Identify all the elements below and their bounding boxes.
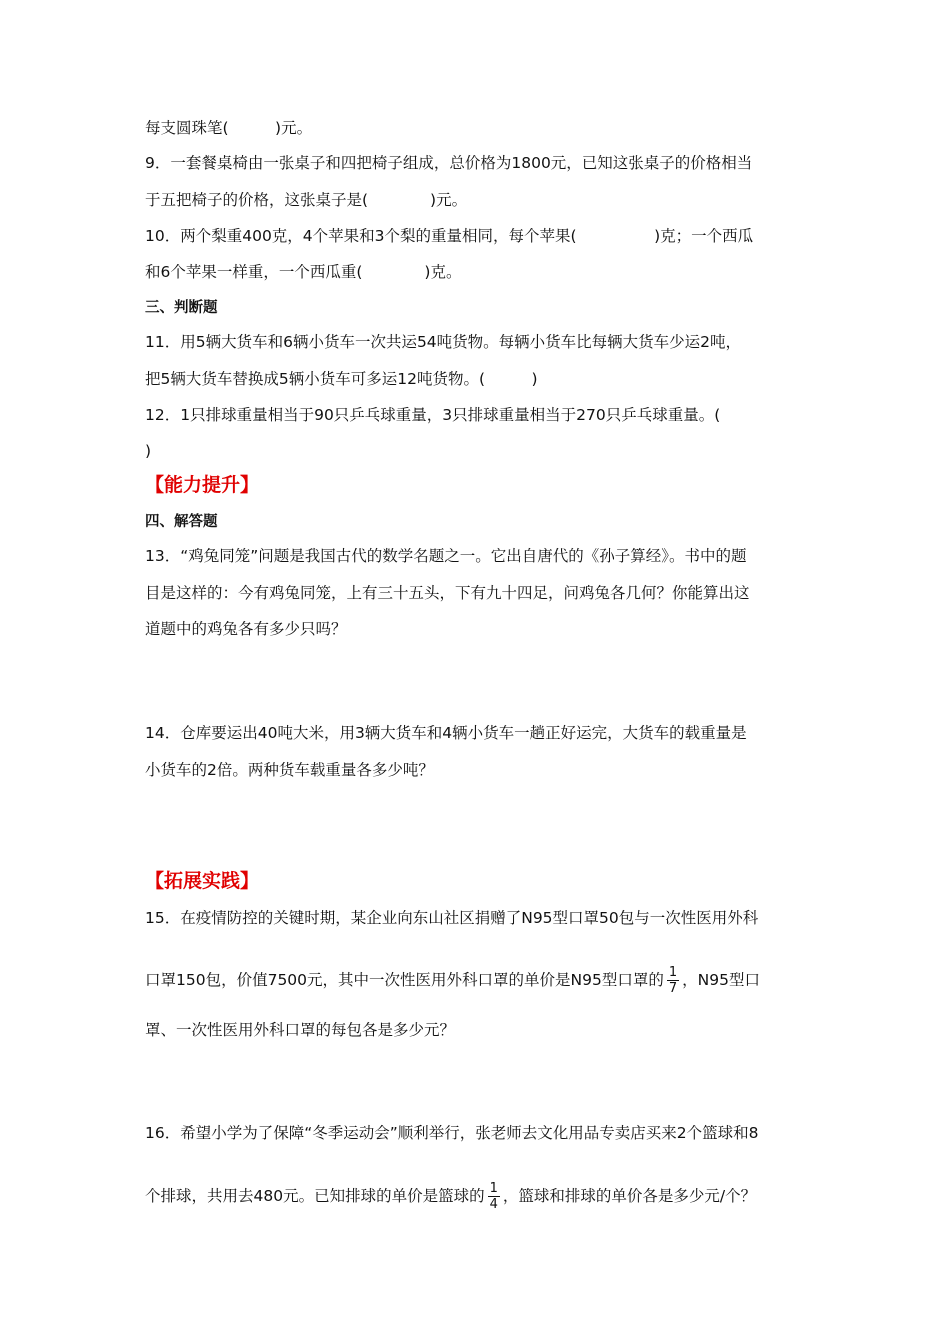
fraction-denominator: 4 (489, 1197, 498, 1212)
q15-line3: 罩、一次性医用外科口罩的每包各是多少元？ (145, 1021, 456, 1039)
q8-tail: 每支圆珠笔( )元。 (145, 119, 313, 137)
heading-ability: 【能力提升】 (145, 474, 260, 496)
q11-line1: 11．用5辆大货车和6辆小货车一次共运54吨货物。每辆小货车比每辆大货车少运2吨， (145, 333, 742, 351)
fraction-one-quarter (488, 1181, 500, 1212)
fraction-denominator: 7 (668, 981, 678, 996)
q11-line2: 把5辆大货车替换成5辆小货车可多运12吨货物。( ) (145, 370, 538, 388)
fraction-numerator: 1 (668, 965, 678, 980)
q13-line1: 13．“鸡兔同笼”问题是我国古代的数学名题之一。它出自唐代的《孙子算经》。书中的题 (145, 547, 747, 565)
q16-line2 (145, 1178, 756, 1214)
section-answer-title: 四、解答题 (145, 514, 218, 530)
q13-line3: 道题中的鸡兔各有多少只吗？ (145, 620, 347, 638)
fraction-one-seventh (667, 965, 679, 996)
q15-line1: 15．在疫情防控的关键时期，某企业向东山社区捐赠了N95型口罩50包与一次性医用外科 (145, 909, 759, 927)
section-judgement-title: 三、判断题 (145, 300, 218, 316)
q15-line2-text-a: 口罩150包，价值7500元，其中一次性医用外科口罩的单价是N95型口罩的 (145, 971, 664, 989)
q15-line2 (145, 962, 760, 998)
q16-line2-text-b: ，篮球和排球的单价各是多少元/个？ (502, 1187, 757, 1205)
q10-line1: 10．两个梨重400克，4个苹果和3个梨的重量相同，每个苹果( )克；一个西瓜 (145, 227, 754, 245)
q9-line2: 于五把椅子的价格，这张桌子是( )元。 (145, 191, 468, 209)
q14-line2: 小货车的2倍。两种货车载重量各多少吨？ (145, 761, 434, 779)
q12-line1: 12．1只排球重量相当于90只乒乓球重量，3只排球重量相当于270只乒乓球重量。( (145, 406, 721, 424)
q14-line1: 14．仓库要运出40吨大米，用3辆大货车和4辆小货车一趟正好运完，大货车的载重量是 (145, 724, 747, 742)
q12-line2: ) (145, 442, 152, 460)
q16-line1: 16．希望小学为了保障“冬季运动会”顺利举行，张老师去文化用品专卖店买来2个篮球和8 (145, 1124, 759, 1142)
q9-line1: 9．一套餐桌椅由一张桌子和四把椅子组成，总价格为1800元，已知这张桌子的价格相当 (145, 154, 753, 172)
fraction-numerator: 1 (489, 1181, 498, 1196)
heading-expand: 【拓展实践】 (145, 870, 260, 892)
q10-line2: 和6个苹果一样重，一个西瓜重( )克。 (145, 263, 462, 281)
q16-line2-text-a: 个排球，共用去480元。已知排球的单价是篮球的 (145, 1187, 485, 1205)
q15-line2-text-b: ，N95型口 (682, 971, 760, 989)
q13-line2: 目是这样的：今有鸡兔同笼，上有三十五头，下有九十四足，问鸡兔各几何？你能算出这 (145, 584, 750, 602)
